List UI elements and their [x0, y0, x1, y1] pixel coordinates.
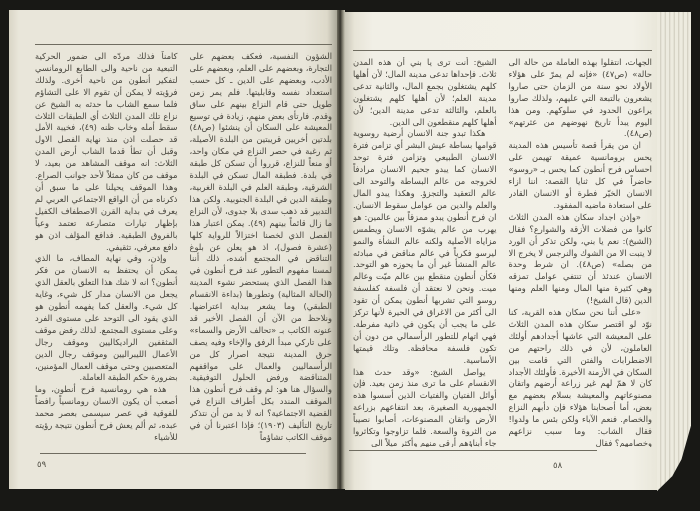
text-paragraph: وإذن، وفي نهاية المطاف، ما الذي يمكن أن يحتفظ به الانسان من فكر أنطون؟ انه لا شك هذا التعلق بالعقل الذي يجعل من الانسان مدار كل شيء، وغاية كل شيء. والعقل كما يفهمه أنطون هو الذي يقود الى التوحد على مستوى الفرد وعلى مستوى المجتمع. لذلك رفض موقف المثقفين الراديكاليين وموقف رجال الأعمال الليبراليين وموقف رجال الدين المتعصبين وحتى موقف العمال المؤمنين، بضرورة حكم الطبقة العاملة.	[35, 253, 178, 383]
right-page-column-2	[353, 57, 497, 447]
text-paragraph: هذه هي رومانسية فرح أنطون، وما أصعب أن يكون الانسان رومانسياً رافضاً للفوقية في عصر سيسمى بعصر محمد عبده، ثم ألم يعش فرح أنطون نتيجة رؤيته للأشياء	[35, 384, 178, 442]
left-page-column-1	[190, 51, 333, 450]
left-page-number: ٥٩	[37, 460, 47, 470]
right-page	[345, 12, 657, 490]
text-paragraph: الشؤون النفسية، فعكف بعضهم على التجارة، وبعضهم على العلم، وبعضهم على الأدب، وبعضهم على الدين ـ كل حسب استعداد نفسه وقابليتها. فلم يمر زمن طويل حتى قام النزاع بينهم على ساق وقدم. فارتأى بعض منهم، زيادة في توسيع المعيشة على السكان أن ينشئوا (ص٤٨) بلدتين أخريين قريبتين من البلدة الأصيلة، ثم رغبة في حصر النزاع في مكان واحد، أو منعاً للنزاع، قرروا أن تسكن كل طبقة في بلدة. فطبقة المال تسكن في البلدة الشرقية، وطبقة العلم في البلدة الغربية، وطبقة الدين في البلدة الجنوبية. ولكن هذا التدبير قد ذهب سدى بلا جدوى، لأن النزاع ما زال قائماً بينهم (٤٩). يمكن اعتبار هذا الفصل الذي لخصنا اختزالاً للرواية كلها (عشرة فصول)، اذ هو يعلن عن بلوغ التناقض في المجتمع أشده، ذلك أننا لمسنا مفهوم التطور عند فرح أنطون في هذا الفصل الذي يستحضر نشوء المدينة (الحالة المثالية) وتطورها (بداءة الانقسام الطبقي) وما يشعر ببداية اعتراضها. ونلاحظ من الآن أن الفصل الأخير قد عنونه الكاتب بـ «تحالف الأرض والسماء» على تاركي مبدأ الرفق والإخاء وفيه يصف حرق المدينة نتيجة اصرار كل من الرأسماليين والعمال على مواقفهم المتناقضة ورفض الحلول التوفيقية. والسؤال هنا هو: لم وقف فرح أنطون هذا الموقف المندد بكل أطراف النزاع في القضية الاجتماعية؟ انه لا بد من أن نتذكر تاريخ التأليف (١٩٠٣)؛ فإذا اعتبرنا أن في موقف الكاتب تشاؤماً	[189, 51, 332, 442]
text-paragraph: كامناً فذلك مردّه الى ضمور الحركية التبعية من ناحية والى الطابع الرومانسي لتفكير أنطون من ناحية أخرى. ولذلك فرؤيته لا يمكن أن تقوم الا على التشاؤم فلما سمع الشاب ما حدثه به الشيخ عن نزاع تلك المدن الثلاث أي الطبقات الثلاث سقط أمله وخاب ظنه (٤٩)، فخيبة الأمل قد حصلت اذن منذ نهاية الفصل الاول وقبل أن تطأ قدما الشاب أرض المدن الثلاث: انه موقف المشاهد من بعيد، لا موقف من كان ممثلاً لأحد جوانب الصراع. وهذا الموقف يحيلنا على ما سبق أن ذكرناه من أن الواقع الاجتماعي العربي لم يعرف في بداية القرن الاصطفاف الكفيل بإظهار تيارات متصارعة تعتمد وعياً بالفروق الطبقية. فدافع المؤلف اذن هو دافع معرفي، تثقيفي.	[35, 51, 178, 252]
gutter-shadow	[337, 10, 345, 489]
left-page	[9, 10, 337, 489]
text-paragraph: الجهات، انتقلوا بهذه العاملة من حالة الى حالة» (ص٤٧) «فإنه لم يمرّ على هؤلاء الأولاد نحو سنة من الزمان حتى صاروا يشعرون بالتبعة التي عليهم، ولذلك صاروا يراعون الحدود في سلوكهم. ومن هذا اليوم يبدأ تاريخ نهوضهم من عثرتهم» (ص٤٨).	[508, 57, 652, 139]
left-page-text-block	[35, 51, 332, 450]
right-page-text-block	[353, 57, 652, 447]
text-paragraph: يواصل الشيخ: «وقد حدث هذا الانقسام على ما ترى منذ زمن بعيد. فإن أوائل الفتيان والفتيات الذين أسسوا هذه الجمهورية الصغيرة، بعد انتفاعهم بزراعة الأرض واتقان المصنوعات، أصابوا نصيباً من الثروة والسعة. فلما تزاوجوا وتكاثروا جاء أبناؤهم أرقى منهم وأكثر ميلاً الى	[353, 366, 497, 447]
page-fore-edges	[657, 12, 691, 493]
text-paragraph: ان من يقرأ قصة تأسيس هذه المدينة يحس برومانسية عميقة تهيمن على احساس فرح أنطون كما يحس بـ «روسو» حاضراً في كل ثنايا القصة: اننا ازاء الانسان الخيّر فطرة أو الانسان القادر على استعادة ماضيه المفقود.	[508, 140, 652, 210]
right-page-footer-rule	[349, 450, 597, 451]
text-paragraph: هكذا تبدو جنة الانسان أرضية روسوية قوامها بساطة عيش البشر أي تزامن فترة الانسان الطبيعي وتزامن فترة توحد الانسان كما يبدو جحيم الانسان مرادفاً لخروجه من عالم البساطة والتوحد الى عالم التعقيد والتجزؤ. وهكذا يبدو المال والعلم والدين من عوامل سقوط الانسان. ان فرح أنطون يبدو ممزقاً بين عالمين: هو يهرب من عالم يشوّه الانسان ويطمس مزاياه الأصلية ولكنه عالم النشأة والنمو ليرسو فكرياً في عالم مناقض في مبادئه عالم المنشأ غير أن ما يحوزه هو التوحد. فكأن أنطون منقطع بين عالم ميّت وعالم ميت. ونحن لا نعتقد أن فلسفة كفلسفة روسو التي تشربها أنطون يمكن أن تقود الى أكثر من الاغراق في الحيرة لأنها تركز على ما يجب أن يكون في ذاتية مفرطة. فهي اتهام للتطور الرأسمالي من دون أن تكون فلسفة محافظة. وتلك قيمتها الأساسية.	[353, 128, 497, 365]
text-paragraph: «على أننا نحن سكان هذه القرية، كنا نوّد لو اقتصر سكان هذه المدن الثلاث على المعيشة التي عاشها أجدادهم أولئك العاملون، لأن في ذلك راحتهم من الاضطرابات والفتن التي قامت بين السكان في الأزمنة الأخيرة. فأولئك الأجداد كان لا همّ لهم غير زراعة أرضهم واتقان مصنوعاتهم والمعيشة بسلام بعضهم مع بعض، أما أصحابنا هؤلاء فإن دأبهم النزاع والخصام. فنعم الآباء ولكن بئس ما ولدوا! فقال الشاب: وما سبب نزاعهم وخصامهم؟ فقال	[508, 307, 652, 447]
left-page-footer-rule	[40, 453, 306, 454]
left-page-column-2	[35, 51, 178, 450]
right-page-number: ٥٨	[553, 461, 563, 471]
left-page-top-rule	[35, 44, 332, 45]
right-page-top-rule	[353, 50, 652, 51]
right-page-column-1	[509, 57, 653, 447]
text-paragraph: «وإذن اجداد سكان هذه المدن الثلاث كانوا من فضلات الأزقة والشوارع؟ فقال (الشيخ): نعم يا بني، ولكن تذكر أن الورد لا ينبت الا من الشوك والنرجس لا يخرج الا من بصله» (ص٤٨). ان شرط وحدة الانسان عندئذ أن تنتفي عوامل تمزقه وهي كثيرة منها المال ومنها العلم ومنها الدين (قال الشيخ!)	[508, 211, 652, 306]
text-paragraph: الشيخ: أنت ترى يا بني أن هذه المدن ثلاث. فإحداها تدعى مدينة المال؛ لأن أهلها كلهم يشتغلون بجمع المال، والثانية تدعى مدينة العلم؛ لأن أهلها كلهم يشتغلون بالعلم، والثالثة تدعى مدينة الدين؛ لأن أهلها كلهم منقطعون الى الدين.	[353, 57, 497, 127]
